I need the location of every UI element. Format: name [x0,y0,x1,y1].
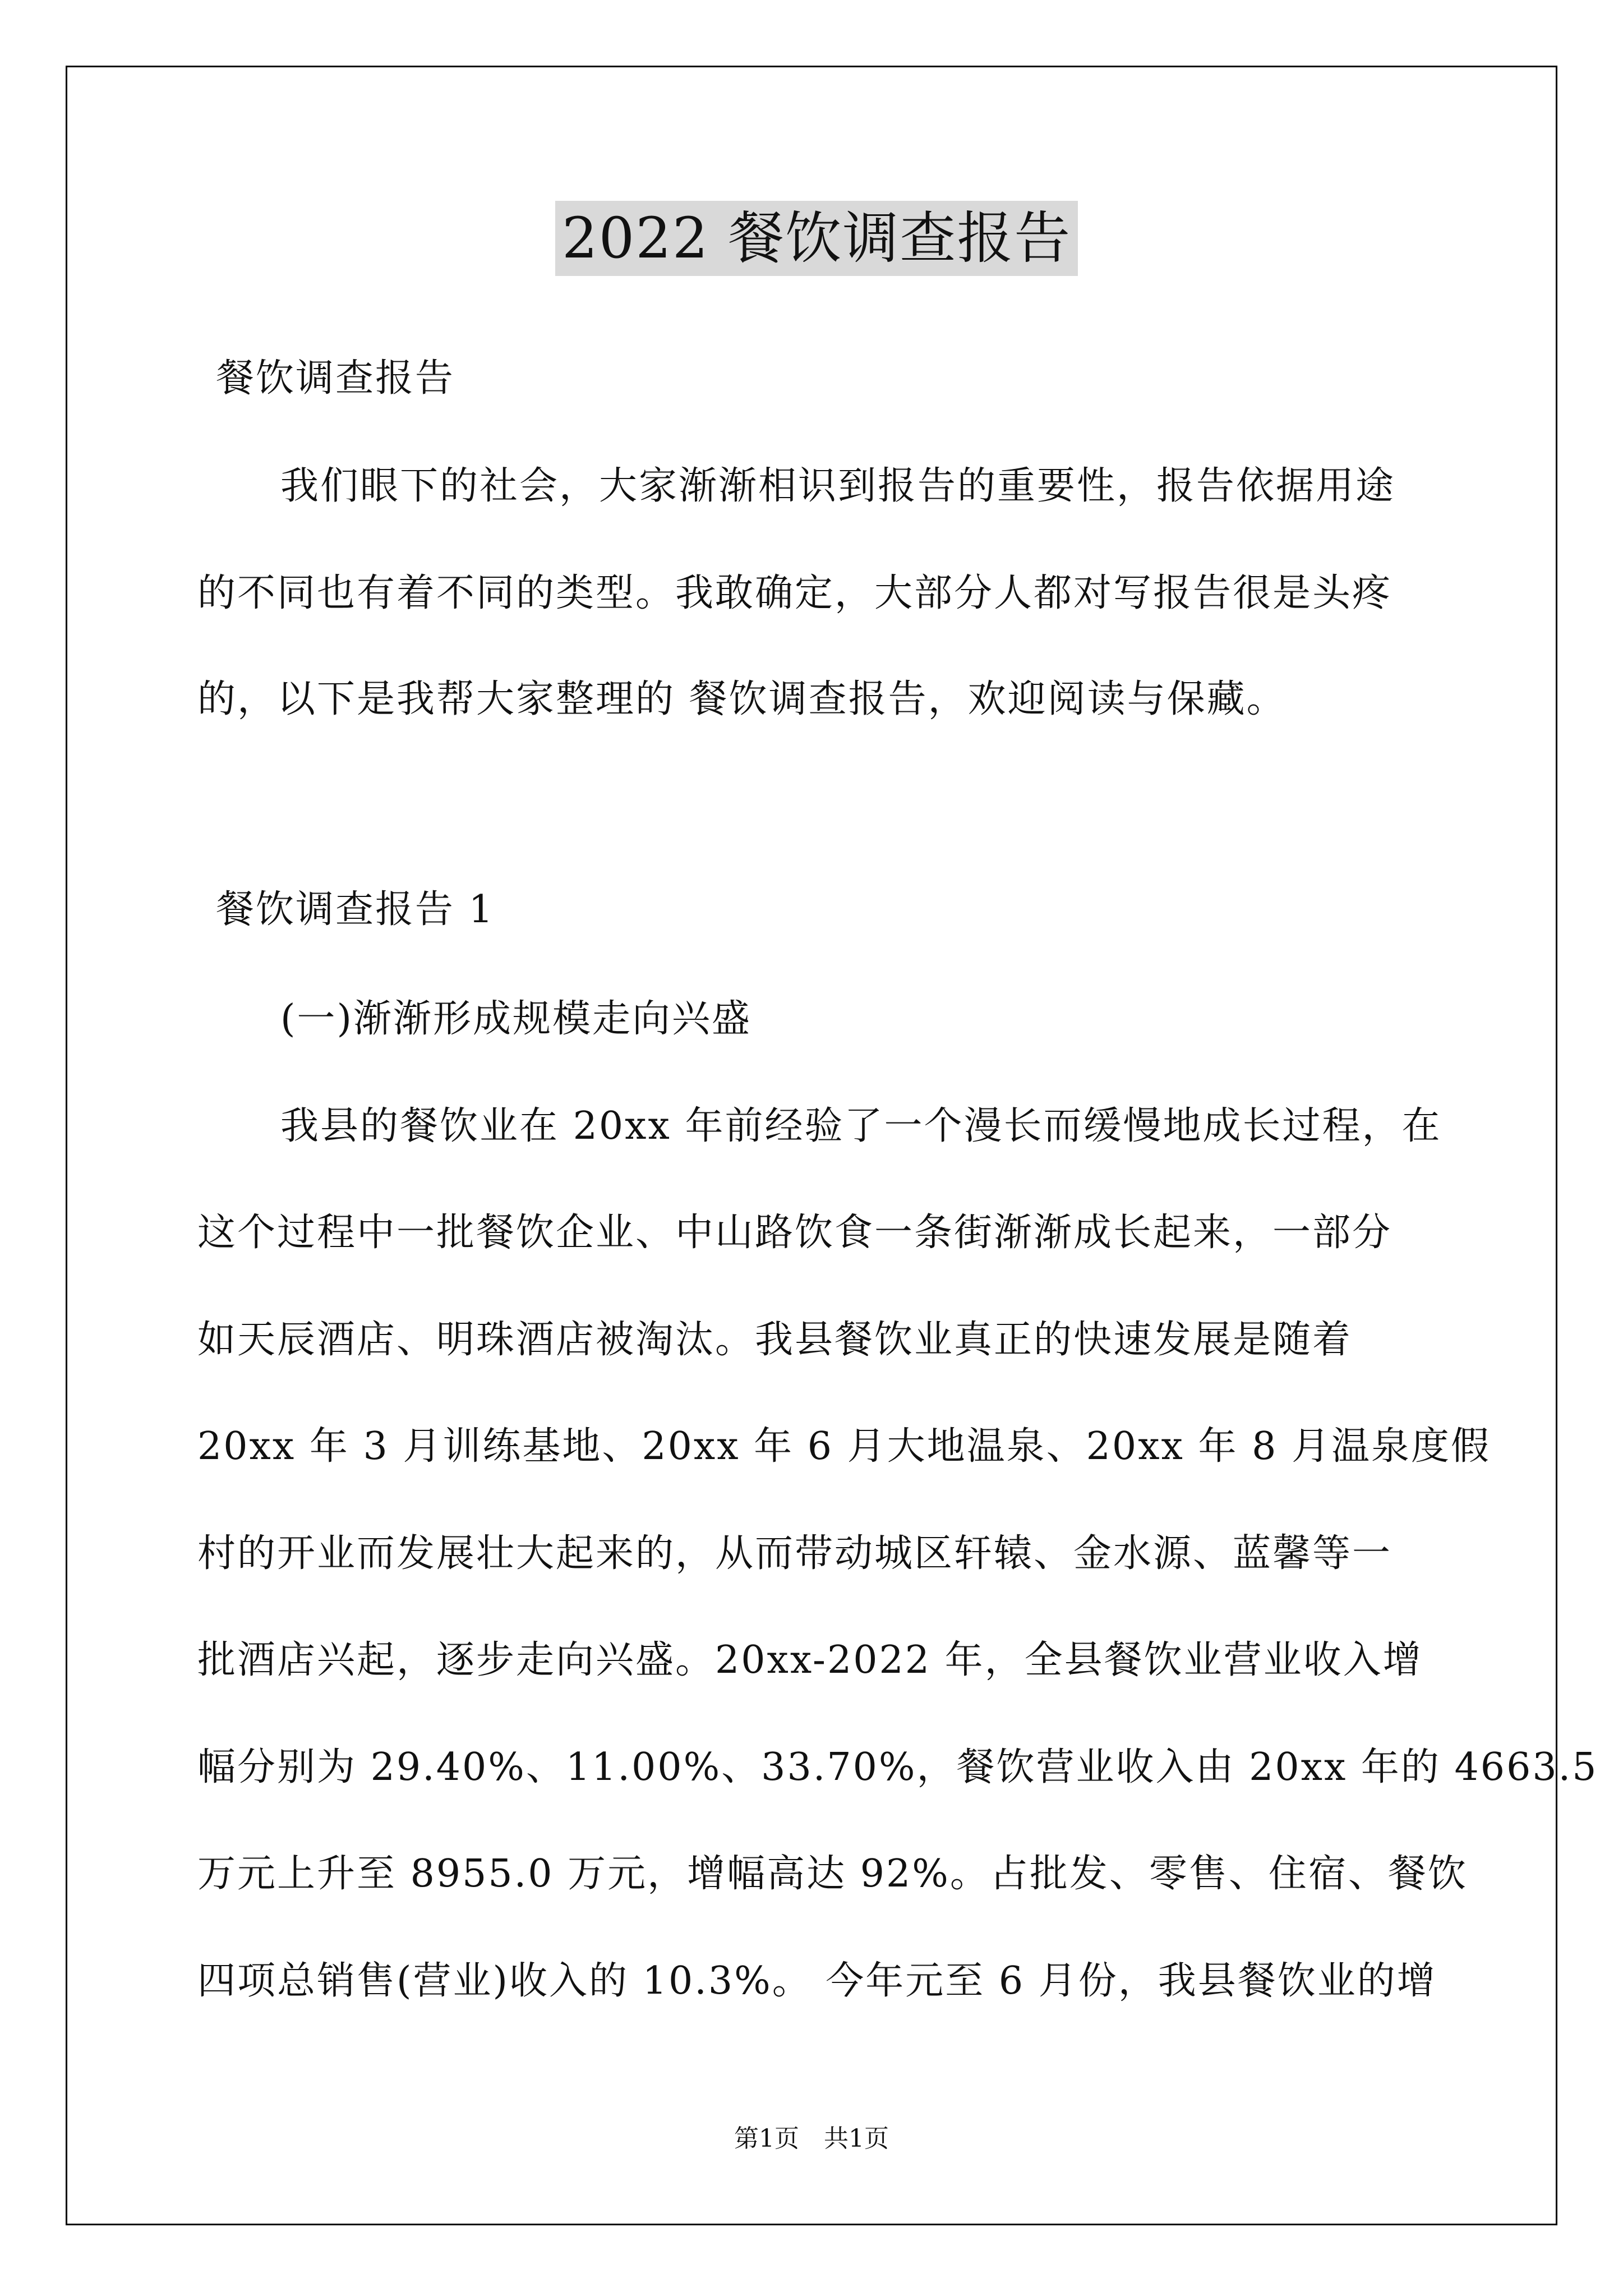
paragraph-line: 幅分别为 29.40%、11.00%、33.70%，餐饮营业收入由 20xx 年的 4663.5 [197,1745,1598,1789]
paragraph-line: 四项总销售(营业)收入的 10.3%。 今年元至 6 月份，我县餐饮业的增 [197,1959,1437,2003]
section-heading: 餐饮调查报告 [216,356,455,401]
paragraph-line: 我们眼下的社会，大家渐渐相识到报告的重要性，报告依据用途 [280,464,1396,508]
page-number-footer: 第1页 共1页 [734,2124,889,2153]
paragraph-line: 批酒店兴起，逐步走向兴盛。20xx-2022 年，全县餐饮业营业收入增 [197,1638,1423,1682]
paragraph-line: 万元上升至 8955.0 万元，增幅高达 92%。占批发、零售、住宿、餐饮 [197,1852,1468,1896]
paragraph-line: 的，以下是我帮大家整理的 餐饮调查报告，欢迎阅读与保藏。 [197,677,1287,721]
document-title: 2022 餐饮调查报告 [555,201,1078,276]
subsection-heading: (一)渐渐形成规模走向兴盛 [280,997,752,1041]
paragraph-line: 这个过程中一批餐饮企业、中山路饮食一条街渐渐成长起来，一部分 [197,1211,1393,1255]
section-heading: 餐饮调查报告 1 [216,887,495,932]
paragraph-line: 村的开业而发展壮大起来的，从而带动城区轩辕、金水源、蓝馨等一 [197,1531,1393,1576]
paragraph-line: 的不同也有着不同的类型。我敢确定，大部分人都对写报告很是头疼 [197,571,1393,615]
paragraph-line: 我县的餐饮业在 20xx 年前经验了一个漫长而缓慢地成长过程，在 [280,1104,1442,1148]
paragraph-line: 如天辰酒店、明珠酒店被淘汰。我县餐饮业真正的快速发展是随着 [197,1318,1353,1362]
paragraph-line: 20xx 年 3 月训练基地、20xx 年 6 月大地温泉、20xx 年 8 月温泉度假 [197,1424,1491,1469]
